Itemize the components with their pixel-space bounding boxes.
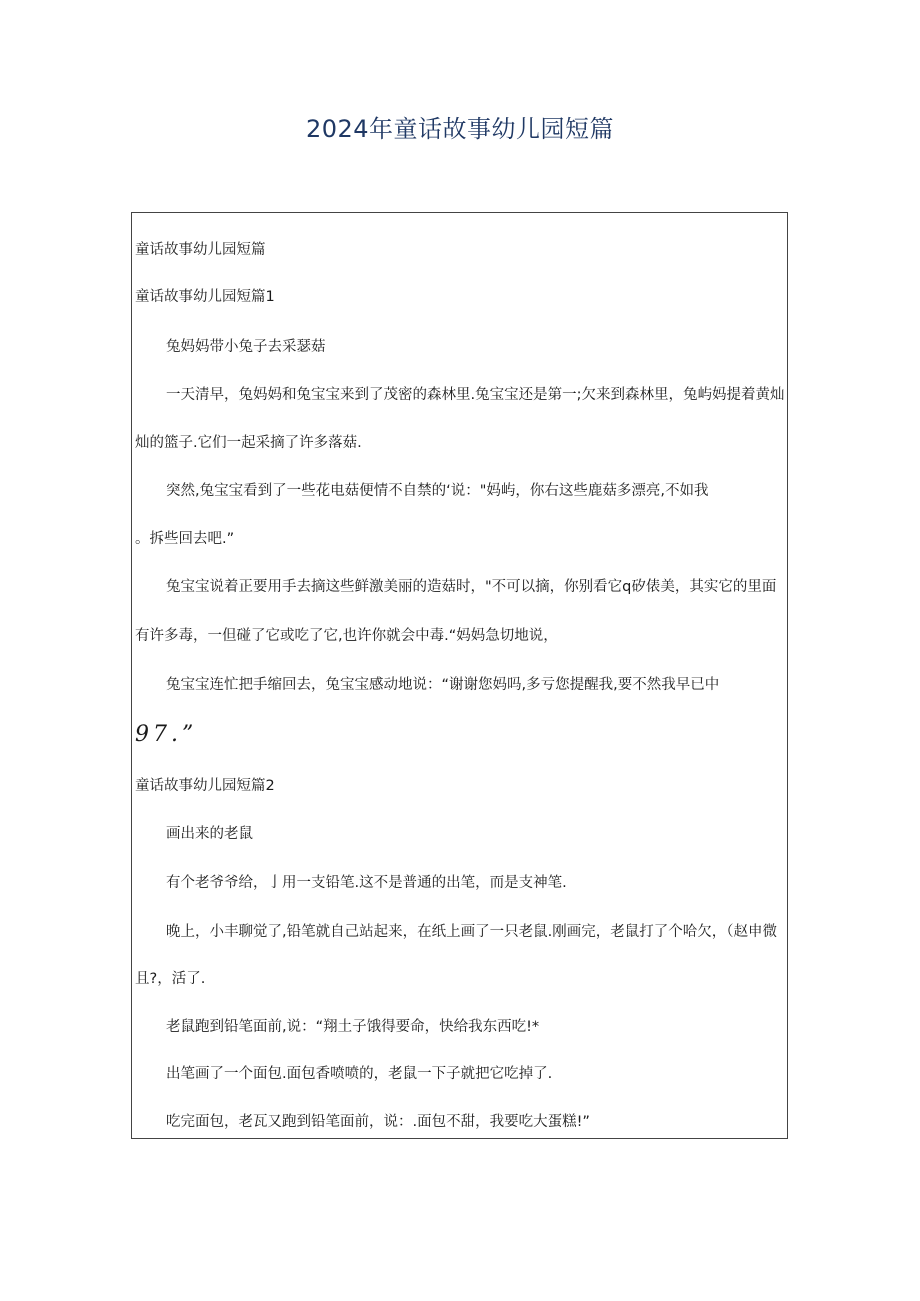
paragraph-line: 有许多毒，一但碰了它或吃了它,也许你就会中毒.“妈妈急切地说， <box>135 628 558 644</box>
paragraph-line: 灿的篮子.它们一起采摘了许多落菇. <box>135 435 362 451</box>
content-box <box>131 212 788 1139</box>
story-title-1: 兔妈妈带小兔子去采瑟菇 <box>166 339 326 355</box>
paragraph-line: 。拆些回去吧.” <box>135 531 235 547</box>
paragraph-line: 一天清早，兔妈妈和兔宝宝来到了茂密的森林里.兔宝宝还是第一;欠来到森林里，兔屿妈提着黄灿 <box>166 387 785 403</box>
paragraph-line: 晚上，小丰聊觉了,铅笔就自己站起来，在纸上画了一只老鼠.刚画完，老鼠打了个哈欠，（赵申微 <box>166 924 777 940</box>
story-heading-2: 童话故事幼儿园短篇2 <box>135 778 275 794</box>
paragraph-line: 兔宝宝说着正要用手去摘这些鲜激美丽的造菇时，"不可以摘，你别看它q矽俵美，其实它的里面 <box>166 579 777 595</box>
story-heading-1: 童话故事幼儿园短篇1 <box>135 289 275 305</box>
paragraph-line: 突然,兔宝宝看到了一些花电菇便情不自禁的‘说："妈屿，你右这些鹿菇多漂亮,不如我 <box>166 483 709 499</box>
paragraph-line: 有个老爷爷给，亅用一支铅笔.这不是普通的出笔，而是支神笔. <box>166 875 567 891</box>
paragraph-line: 老鼠跑到铅笔面前,说：“翔土子饿得要命，快给我东西吃!* <box>166 1019 540 1035</box>
paragraph-line: 兔宝宝连忙把手缩回去，兔宝宝感动地说：“谢谢您妈吗,多亏您提醒我,要不然我早已中 <box>166 677 720 693</box>
section-heading: 童话故事幼儿园短篇 <box>135 242 266 258</box>
document-title: 2024年童话故事幼儿园短篇 <box>305 115 615 143</box>
paragraph-line-large: 97.” <box>135 722 198 747</box>
paragraph-line: 吃完面包，老瓦又跑到铅笔面前，说：.面包不甜，我要吃大蛋糕!” <box>166 1114 590 1130</box>
paragraph-line: 出笔画了一个面包.面包香喷喷的，老鼠一下子就把它吃掉了. <box>166 1066 553 1082</box>
paragraph-line: 且?，活了. <box>135 971 206 987</box>
story-title-2: 画出来的老鼠 <box>166 826 253 842</box>
